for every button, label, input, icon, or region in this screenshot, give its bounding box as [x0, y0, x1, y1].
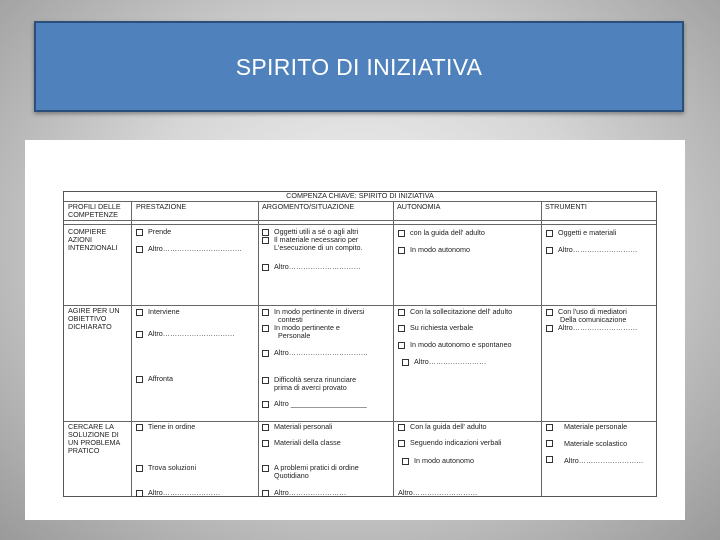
option-label: Con la guida dell' adulto: [410, 422, 487, 431]
checkbox[interactable]: [398, 247, 405, 254]
option-label: Materiali della classe: [274, 438, 341, 447]
option-label: prima di averci provato: [274, 383, 347, 392]
checkbox[interactable]: [136, 424, 143, 431]
checkbox[interactable]: [262, 264, 269, 271]
option-label: Con la sollecitazione dell' adulto: [410, 307, 513, 316]
checkbox[interactable]: [546, 424, 553, 431]
checkbox[interactable]: [398, 424, 405, 431]
table-rule: [64, 305, 656, 306]
option-label: L'esecuzione di un compito.: [274, 243, 363, 252]
checkbox[interactable]: [136, 376, 143, 383]
option-label: Personale: [278, 331, 311, 340]
header-autonomia: AUTONOMIA: [397, 202, 441, 211]
checkbox[interactable]: [546, 325, 553, 332]
checkbox[interactable]: [262, 325, 269, 332]
checkbox[interactable]: [402, 359, 409, 366]
row3-profile-line: SOLUZIONE DI: [68, 430, 119, 439]
header-strumenti: STRUMENTI: [545, 202, 587, 211]
checkbox[interactable]: [546, 440, 553, 447]
checkbox[interactable]: [546, 247, 553, 254]
checkbox[interactable]: [136, 246, 143, 253]
option-label: Altro…………………………: [148, 329, 235, 338]
option-label: A problemi pratici di ordine: [274, 463, 359, 472]
table-rule: [131, 201, 132, 496]
row3-profile-line: PRATICO: [68, 446, 100, 455]
option-label: Altro………………………: [558, 323, 638, 332]
option-label: Seguendo indicazioni verbali: [410, 438, 502, 447]
table-caption: COMPENZA CHIAVE: SPIRITO DI INIZIATIVA: [286, 191, 434, 200]
checkbox[interactable]: [262, 490, 269, 497]
table-rule: [258, 201, 259, 496]
option-label: Altro………………………: [558, 245, 638, 254]
option-label: Materiale scolastico: [564, 439, 628, 448]
checkbox[interactable]: [398, 230, 405, 237]
header-prestazione: PRESTAZIONE: [136, 202, 187, 211]
option-label: Tiene in ordine: [148, 422, 196, 431]
option-label: Altro……………………: [148, 488, 221, 497]
row1-profile-line: INTENZIONALI: [68, 243, 118, 252]
scanned-document: [25, 140, 685, 520]
option-label: Della comunicazione: [560, 315, 627, 324]
option-label: Altro ___________________: [274, 399, 367, 408]
table-rule: [541, 201, 542, 496]
checkbox[interactable]: [398, 440, 405, 447]
option-label: Il materiale necessario per: [274, 235, 359, 244]
header-argomento: ARGOMENTO/SITUAZIONE: [262, 202, 355, 211]
option-label: Su richiesta verbale: [410, 323, 474, 332]
option-label: Materiali personali: [274, 422, 333, 431]
table-rule: [393, 201, 394, 496]
option-label: Affronta: [148, 374, 174, 383]
checkbox[interactable]: [402, 458, 409, 465]
table-rule: [64, 220, 656, 221]
option-label: In modo pertinente e: [274, 323, 340, 332]
table-rule: [64, 224, 656, 225]
row3-profile-line: CERCARE LA: [68, 422, 114, 431]
option-label: Altro………………………: [398, 488, 478, 497]
option-label: Oggetti e materiali: [558, 228, 617, 237]
option-label: Altro…………………………: [274, 262, 361, 271]
checkbox[interactable]: [398, 325, 405, 332]
checkbox[interactable]: [262, 309, 269, 316]
option-label: con la guida dell' adulto: [410, 228, 485, 237]
checkbox[interactable]: [136, 229, 143, 236]
checkbox[interactable]: [136, 331, 143, 338]
option-label: Prende: [148, 227, 172, 236]
row1-profile-line: AZIONI: [68, 235, 92, 244]
title-banner: [34, 21, 684, 112]
option-label: Altro……………………: [274, 488, 347, 497]
checkbox[interactable]: [262, 229, 269, 236]
checkbox[interactable]: [546, 456, 553, 463]
option-label: Altro……………………: [414, 357, 487, 366]
header-profili: PROFILI DELLE COMPETENZE: [68, 202, 121, 220]
option-label: In modo autonomo e spontaneo: [410, 340, 512, 349]
option-label: Trova soluzioni: [148, 463, 197, 472]
checkbox[interactable]: [262, 377, 269, 384]
checkbox[interactable]: [136, 465, 143, 472]
row1-profile-line: COMPIERE: [68, 227, 107, 236]
option-label: Difficoltà senza rinunciare: [274, 375, 357, 384]
slide-title: SPIRITO DI INIZIATIVA: [235, 54, 483, 80]
row2-profile-line: AGIRE PER UN: [68, 306, 120, 315]
checkbox[interactable]: [398, 309, 405, 316]
checkbox[interactable]: [262, 350, 269, 357]
competence-table: [63, 191, 657, 497]
checkbox[interactable]: [262, 401, 269, 408]
option-label: Quotidiano: [274, 471, 309, 480]
checkbox[interactable]: [136, 309, 143, 316]
option-label: Altro……………………………: [148, 244, 242, 253]
checkbox[interactable]: [398, 342, 405, 349]
option-label: Con l'uso di mediatori: [558, 307, 627, 316]
option-label: In modo autonomo: [414, 456, 474, 465]
option-label: In modo pertinente in diversi: [274, 307, 365, 316]
checkbox[interactable]: [136, 490, 143, 497]
option-label: Altro………………………: [564, 456, 644, 465]
checkbox[interactable]: [262, 237, 269, 244]
checkbox[interactable]: [262, 424, 269, 431]
row2-profile-line: OBIETTIVO: [68, 314, 107, 323]
option-label: Materiale personale: [564, 422, 628, 431]
checkbox[interactable]: [546, 309, 553, 316]
option-label: In modo autonomo: [410, 245, 470, 254]
checkbox[interactable]: [262, 465, 269, 472]
checkbox[interactable]: [262, 440, 269, 447]
row2-profile-line: DICHIARATO: [68, 322, 112, 331]
row3-profile-line: UN PROBLEMA: [68, 438, 121, 447]
option-label: Interviene: [148, 307, 180, 316]
option-label: contesti: [278, 315, 303, 324]
option-label: Oggetti utili a sé o agli altri: [274, 227, 359, 236]
checkbox[interactable]: [546, 230, 553, 237]
option-label: Altro……………………………: [274, 348, 368, 357]
